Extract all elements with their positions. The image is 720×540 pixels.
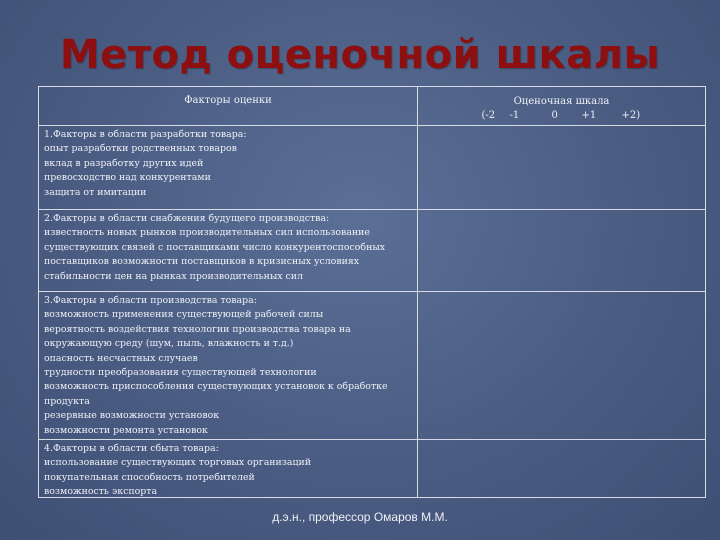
- factor-line: трудности преобразования существующей технологии: [44, 367, 317, 379]
- scale-values: [418, 109, 705, 123]
- factor-line: поставщиков возможности поставщиков в кризисных условиях: [44, 256, 360, 268]
- factor-line: окружающую среду (шум, пыль, влажность и т.д.): [44, 338, 294, 350]
- factor-line: возможность применения существующей рабочей силы: [44, 309, 324, 321]
- factor-line: стабильности цен на рынках производительных сил: [44, 270, 304, 282]
- factor-line: возможности ремонта установок: [44, 424, 208, 436]
- factor-line: вероятность воздействия технологии производства товара на: [44, 323, 351, 335]
- factor-line: покупательная способность потребителей: [44, 471, 255, 483]
- header-scale-title: Оценочная шкала: [513, 96, 610, 107]
- factor-line: резервные возможности установок: [44, 410, 220, 422]
- factor-line: 2.Факторы в области снабжения будущего производства:: [44, 213, 330, 224]
- scale-value: +1: [581, 110, 597, 121]
- factor-cell: [44, 212, 410, 284]
- factor-cell: [44, 442, 410, 500]
- factor-line: возможность экспорта: [44, 486, 158, 498]
- scale-value: -1: [509, 110, 520, 121]
- table-header-row: [39, 87, 705, 126]
- factor-cell: [44, 128, 410, 200]
- footer-author: д.э.н., профессор Омаров М.М.: [272, 510, 448, 524]
- header-scale: [418, 95, 705, 123]
- factor-line: существующих связей с поставщиками число конкурентоспособных: [44, 241, 386, 253]
- scale-value: +2): [621, 110, 641, 121]
- factor-line: опыт разработки родственных товаров: [44, 143, 237, 155]
- table-row: [39, 439, 705, 497]
- rating-scale-table: [38, 86, 706, 498]
- factor-line: опасность несчастных случаев: [44, 352, 198, 364]
- factor-cell: [44, 294, 410, 438]
- factor-line: 4.Факторы в области сбыта товара:: [44, 443, 219, 454]
- factor-line: 1.Факторы в области разработки товара:: [44, 129, 247, 140]
- factor-line: 3.Факторы в области производства товара:: [44, 295, 257, 306]
- table-row: [39, 125, 705, 210]
- factor-line: продукта: [44, 395, 90, 407]
- factor-line: превосходство над конкурентами: [44, 172, 211, 184]
- table-row: [39, 291, 705, 440]
- scale-value: (-2: [481, 110, 496, 121]
- factor-line: вклад в разработку других идей: [44, 157, 204, 169]
- factor-line: известность новых рынков производительных сил использование: [44, 227, 370, 239]
- factor-line: возможность приспособления существующих установок к обработке: [44, 381, 388, 393]
- scale-value: 0: [551, 110, 558, 121]
- table-row: [39, 209, 705, 292]
- factor-line: защита от имитации: [44, 186, 147, 198]
- factor-line: использование существующих торговых организаций: [44, 457, 312, 469]
- page-title: Метод оценочной шкалы: [59, 32, 661, 78]
- header-factors: Факторы оценки: [184, 95, 272, 106]
